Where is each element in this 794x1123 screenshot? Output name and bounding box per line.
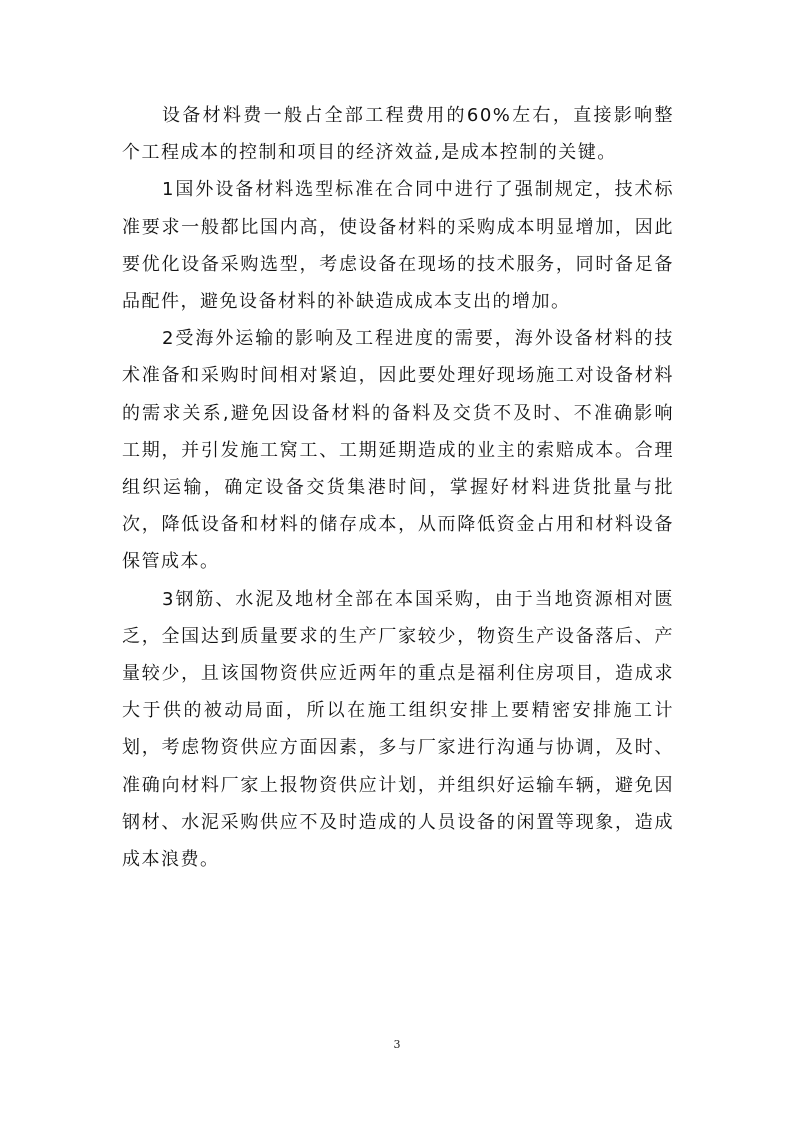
- paragraph-selection-standards: 1国外设备材料选型标准在合同中进行了强制规定，技术标准要求一般都比国内高，使设备材料的采购成本明显增加，因此要优化设备采购选型，考虑设备在现场的技术服务，同时备足备品配件，避免设备材料的补缺造成成本支出的增加。: [122, 179, 674, 313]
- paragraph-equipment-cost: 设备材料费一般占全部工程费用的60%左右，直接影响整个工程成本的控制和项目的经济效益,是成本控制的关键。: [122, 105, 674, 164]
- paragraph-local-procurement: 3钢筋、水泥及地材全部在本国采购，由于当地资源相对匮乏，全国达到质量要求的生产厂家较少，物资生产设备落后、产量较少，且该国物资供应近两年的重点是福利住房项目，造成求大于供的被动局面，所以在施工组织安排上要精密安排施工计划，考虑物资供应方面因素，多与厂家进行沟通与协调，及时、准确向材料厂家上报物资供应计划，并组织好运输车辆，避免因钢材、水泥采购供应不及时造成的人员设备的闲置等现象，造成成本浪费。: [122, 588, 674, 871]
- page-number: 3: [393, 1038, 401, 1051]
- body-text: [122, 97, 674, 878]
- paragraph-transport-schedule: 2受海外运输的影响及工程进度的需要，海外设备材料的技术准备和采购时间相对紧迫，因此要处理好现场施工对设备材料的需求关系,避免因设备材料的备料及交货不及时、不准确影响工期，并引发施工窝工、工期延期造成的业主的索赔成本。合理组织运输，确定设备交货集港时间，掌握好材料进货批量与批次，降低设备和材料的储存成本，从而降低资金占用和材料设备保管成本。: [122, 328, 674, 573]
